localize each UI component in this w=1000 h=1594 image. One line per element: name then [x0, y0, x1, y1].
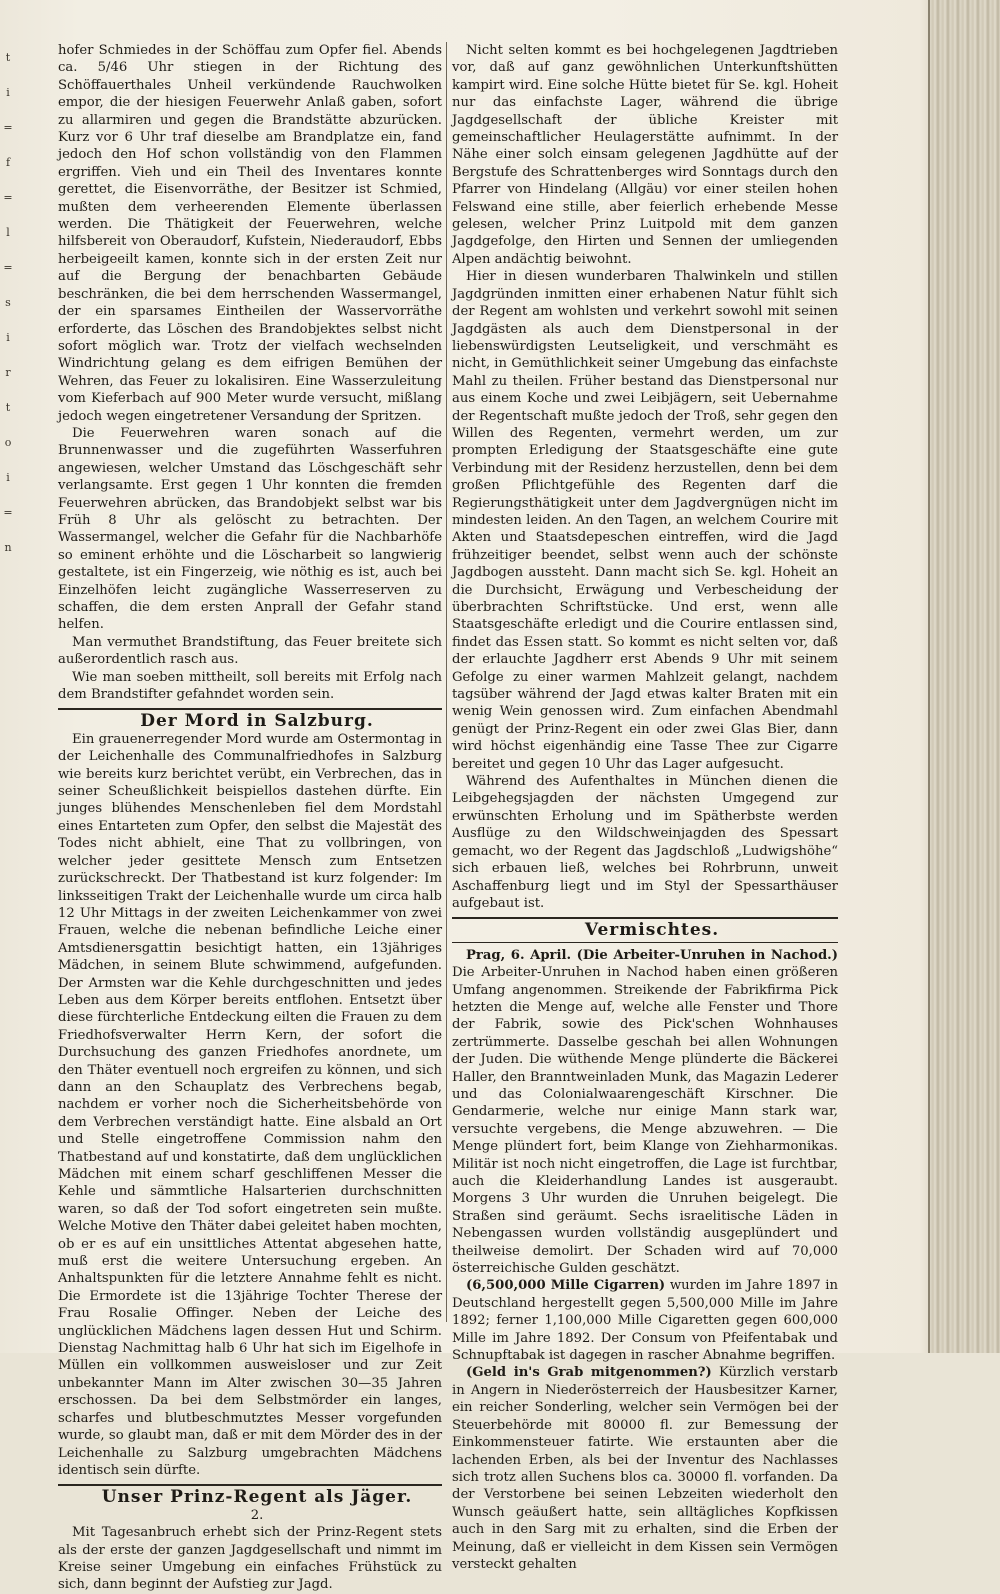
cigars-text: wurden im Jahre 1897 in Deutschland hergestellt gegen 5,500,000 Mille im Jahre 1892; ferner 1,100,000 Mille Cigaretten gegen 600,000 Mille im Jahre 1892. Der Consum von Pfeifentabak und Schnupftabak ist dagegen in rascher Abnahme begriffen.	[452, 1278, 838, 1364]
fire-report-paragraph: Wie man soeben mittheilt, soll bereits mit Erfolg nach dem Brandstifter gefahndet worden sein.	[58, 669, 442, 703]
section-divider	[58, 708, 442, 710]
regent-paragraph: Während des Aufenthaltes in München dienen die Leibgehegsjagden der nächsten Umgegend zur erwünschten Erholung und im Spätherbste werden Ausflüge zu den Wildschweinjagden des Spessart gemacht, wo der Regent das Jagdschloß „Ludwigshöhe“ sich erbauen ließ, welches bei Rohrbrunn, unweit Aschaffenburg liegt und im Styl der Spessarthäuser aufgebaut ist.	[452, 774, 838, 911]
cigars-lead: (6,500,000 Mille Cigarren)	[466, 1278, 666, 1294]
cigars-item	[452, 1277, 838, 1364]
section-divider-thin	[452, 942, 838, 943]
grave-text: Kürzlich verstarb in Angern in Niederösterreich der Hausbesitzer Karner, ein reicher Sonderling, welcher sein Vermögen bei der Steuerbehörde mit 80000 fl. zur Bemessung der Einkommensteuer fatirte. Wie erstaunten aber die lachenden Erben, als bei der Inventur des Nachlasses sich trotz allen Suchens blos ca. 30000 fl. vorfanden. Da der Verstorbene bei seinen Lebzeiten wiederholt den Wunsch geäußert hatte, sein alltägliches Kopfkissen auch in den Sarg mit zu erhalten, sind die Erben der Meinung, daß er vielleicht in dem Kissen sein Vermögen versteckt gehalten	[452, 1365, 838, 1572]
prag-lead: Prag, 6. April. (Die Arbeiter-Unruhen in Nachod.)	[466, 947, 838, 963]
right-column	[452, 42, 838, 1572]
regent-heading: Unser Prinz-Regent als Jäger.	[101, 1487, 413, 1508]
fire-report-paragraph: hofer Schmiedes in der Schöffau zum Opfer fiel. Abends ca. 5/46 Uhr stiegen in der Richtung des Schöffauerthales Unheil verkündende Rauchwolken empor, die der hiesigen Feuerwehr Anlaß gaben, sofort zu allarmiren und gegen die Brandstätte abzurücken. Kurz vor 6 Uhr traf dieselbe am Brandplatze ein, fand jedoch den Hof schon vollständig von den Flammen ergriffen. Vieh und ein Theil des Inventares konnte gerettet, die Eisenvorräthe, der Besitzer ist Schmied, mußten dem verheerenden Elemente überlassen werden. Die Thätigkeit der Feuerwehren, welche hilfsbereit von Oberaudorf, Kufstein, Niederaudorf, Ebbs herbeigeeilt kamen, konnte sich in der ersten Zeit nur auf die Bergung der benachbarten Gebäude beschränken, die bei dem herrschenden Wassermangel, der ein sparsames Eintheilen der Wasservorräthe erforderte, das Löschen des Brandobjektes selbst nicht sofort möglich war. Trotz der vielfach wechselnden Windrichtung gelang es dem eifrigen Bemühen der Wehren, das Feuer zu lokalisiren. Eine Wasserzuleitung vom Kieferbach auf 900 Meter wurde versucht, mißlang jedoch wegen eingetretener Versandung der Spritzen.	[58, 43, 442, 424]
misc-heading: Vermischtes.	[584, 920, 720, 941]
murder-heading: Der Mord in Salzburg.	[140, 711, 374, 732]
left-column	[58, 42, 442, 1593]
grave-item	[452, 1364, 838, 1573]
column-divider	[446, 42, 447, 1322]
regent-paragraph: Nicht selten kommt es bei hochgelegenen Jagdtrieben vor, daß auf ganz gewöhnlichen Unterkunftshütten kampirt wird. Eine solche Hütte bietet für Se. kgl. Hoheit nur das einfachste Lager, während die übrige Jagdgesellschaft der übliche Kreister mit gemeinschaftlicher Heulagerstätte aufnimmt. In der Nähe einer solch einsam gelegenen Jagdhütte auf der Bergstufe des Schrattenberges wird Sonntags durch den Pfarrer von Hindelang (Allgäu) vor einer steilen hohen Felswand eine stille, aber feierlich erhebende Messe gelesen, welcher Prinz Luitpold mit dem ganzen Jagdgefolge, den Hirten und Sennen der umliegenden Alpen andächtig beiwohnt.	[452, 43, 838, 267]
grave-lead: (Geld in's Grab mitgenommen?)	[466, 1365, 712, 1381]
murder-report-paragraph: Ein grauenerregender Mord wurde am Ostermontag in der Leichenhalle des Communalfriedhofes in Salzburg wie bereits kurz berichtet verübt, ein Verbrechen, das in seiner Scheußlichkeit beispiellos dastehen dürfte. Ein junges blühendes Menschenleben fiel dem Mordstahl eines Entarteten zum Opfer, den selbst die Majestät des Todes nicht abhielt, eine That zu vollbringen, von welcher jeder gesittete Mensch zum Entsetzen zurückschreckt. Der Thatbestand ist kurz folgender: Im linksseitigen Trakt der Leichenhalle wurde um circa halb 12 Uhr Mittags in der zweiten Leichenkammer von zwei Frauen, welche die nebenan befindliche Leiche einer Amtsdienersgattin besichtigt hatten, ein 13jähriges Mädchen, in seinem Blute schwimmend, aufgefunden. Der Armsten war die Kehle durchgeschnitten und jedes Leben aus dem Körper bereits entflohen. Entsetzt über diese fürchterliche Entdeckung eilten die Frauen zu dem Friedhofsverwalter Herrn Kern, der sofort die Durchsuchung des ganzen Friedhofes anordnete, um den Thäter eventuell noch ergreifen zu können, und sich dann an den Schauplatz des Verbrechens begab, nachdem er vorher noch die Sicherheitsbehörde von dem Verbrechen verständigt hatte. Eine alsbald an Ort und Stelle eingetroffene Commission nahm den Thatbestand auf und konstatirte, daß dem unglücklichen Mädchen mit einem scharf geschliffenen Messer die Kehle und sämmtliche Halsarterien durchschnitten waren, so daß der Tod sofort eingetreten sein mußte. Welche Motive den Thäter dabei geleitet haben mochten, ob er es auf ein unsittliches Attentat abgesehen hatte, muß erst die weitere Untersuchung ergeben. An Anhaltspunkten für die letztere Annahme fehlt es nicht. Die Ermordete ist die 13jährige Tochter Therese der Frau Rosalie Offinger. Neben der Leiche des unglücklichen Mädchens lagen dessen Hut und Schirm. Dienstag Nachmittag halb 6 Uhr hat sich im Eigelhofe in Müllen ein vollkommen ausweisloser und zur Zeit unbekannter Mann im Alter zwischen 30—35 Jahren erschossen. Da bei dem Selbstmörder ein langes, scharfes und blutbeschmutztes Messer vorgefunden wurde, so glaubt man, daß er mit dem Mörder des in der Leichenhalle zu Salzburg umgebrachten Mädchens identisch sein dürfte.	[58, 731, 442, 1478]
prag-item	[452, 947, 838, 1278]
regent-intro-paragraph: Mit Tagesanbruch erhebt sich der Prinz-Regent stets als der erste der ganzen Jagdgesellschaft und nimmt im Kreise seiner Umgebung ein einfaches Frühstück zu sich, dann beginnt der Aufstieg zur Jagd.	[58, 1525, 442, 1593]
prag-text: Die Arbeiter-Unruhen in Nachod haben einen größeren Umfang angenommen. Streikende der Fabrikfirma Pick hetzten die Menge auf, welche alle Fenster und Thore der Fabrik, sowie des Pick'schen Wohnhauses zertrümmerte. Dasselbe geschah bei allen Wohnungen der Juden. Die wüthende Menge plünderte die Bäckerei Haller, den Branntweinladen Munk, das Magazin Lederer und das Colonialwaarengeschäft Kirschner. Die Gendarmerie, welche nur einige Mann stark war, versuchte vergebens, die Menge abzuwehren. — Die Menge plündert fort, beim Klange von Ziehharmonikas. Militär ist noch nicht eingetroffen, die Lage ist furchtbar, auch die Kleiderhandlung Landes ist ausgeraubt. Morgens 3 Uhr wurden die Unruhen beigelegt. Die Straßen sind geräumt. Sechs israelitische Läden in Nebengassen wurden vollständig ausgeplündert und theilweise demolirt. Der Schaden wird auf 70,000 österreichische Gulden geschätzt.	[452, 965, 838, 1277]
regent-paragraph: Hier in diesen wunderbaren Thalwinkeln und stillen Jagdgründen inmitten einer erhabenen Natur fühlt sich der Regent am wohlsten und verkehrt sowohl mit seinen Jagdgästen als auch dem Dienstpersonal in der liebenswürdigsten Leutseligkeit, und verschmäht es nicht, in Gemüthlichkeit seiner Umgebung das einfachste Mahl zu theilen. Früher bestand das Dienstpersonal nur aus einem Koche und zwei Leibjägern, seit Uebernahme der Regentschaft mußte jedoch der Troß, sehr gegen den Willen des Regenten, vermehrt werden, um zur prompten Erledigung der Staatsgeschäfte eine gute Verbindung mit der Residenz herzustellen, denn bei dem großen Pflichtgefühle des Regenten darf die Regierungsthätigkeit unter dem Jagdvergnügen nicht im mindesten leiden. An den Tagen, an welchem Courire mit Akten und Staatsdepeschen eintreffen, wird die Jagd frühzeitiger beendet, selbst wenn auch der schönste Jagdbogen aussteht. Dann macht sich Se. kgl. Hoheit an die Durchsicht, Erwägung und Verbescheidung der überbrachten Schriftstücke. Und erst, wenn alle Staatsgeschäfte erledigt und die Courire entlassen sind, findet das Essen statt. So kommt es nicht selten vor, daß der erlauchte Jagdherr erst Abends 9 Uhr mit seinem Gefolge zu einer warmen Mahlzeit gelangt, nachdem tagsüber während der Jagd etwas kalter Braten mit ein wenig Wein genossen wird. Zum einfachen Abendmahl genügt der Prinz-Regent ein oder zwei Glas Bier, dann wird höchst eigenhändig eine Tasse Thee zur Cigarre bereitet und gegen 10 Uhr das Lager aufgesucht.	[452, 269, 838, 772]
section-divider	[452, 917, 838, 919]
fire-report-paragraph: Man vermuthet Brandstiftung, das Feuer breitete sich außerordentlich rasch aus.	[58, 634, 442, 668]
fire-report-paragraph: Die Feuerwehren waren sonach auf die Brunnenwasser und die zugeführten Wasserfuhren angewiesen, welcher Umstand das Löschgeschäft sehr verlangsamte. Erst gegen 1 Uhr konnten die fremden Feuerwehren abrücken, das Brandobjekt selbst war bis Früh 8 Uhr als gelöscht zu betrachten. Der Wassermangel, welcher die Gefahr für die Nachbarhöfe so eminent erhöhte und die Löscharbeit so langwierig gestaltete, ist ein Fingerzeig, wie nöthig es ist, auch bei Einzelhöfen leicht zugängliche Wasserreserven zu schaffen, die dem ersten Anprall der Gefahr stand helfen.	[58, 425, 442, 633]
regent-part-number: 2.	[250, 1507, 264, 1523]
left-margin-fragments: t i = f = l = s i r t o i = n	[3, 51, 13, 554]
section-divider	[58, 1484, 442, 1486]
book-binding-edge	[928, 0, 1000, 1353]
